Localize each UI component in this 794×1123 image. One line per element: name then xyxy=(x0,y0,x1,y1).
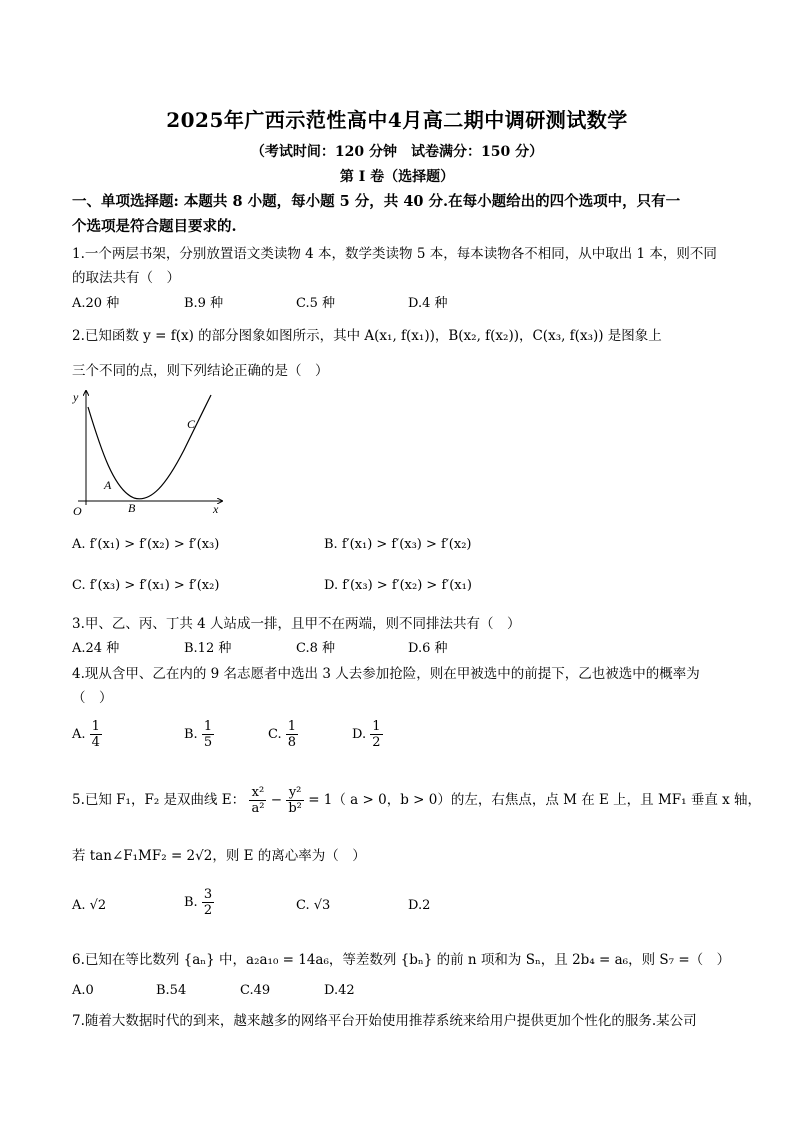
q5-frac-x: $\frac{\text{x²}}{\text{a²}}$ xyxy=(251,785,265,816)
q5-frac-y: $\frac{\text{y²}}{\text{b²}}$ xyxy=(288,785,302,816)
q6-option-b: B.54 xyxy=(156,983,187,998)
q1-option-c: C.5 种 xyxy=(296,296,336,311)
section-heading-line1: 一、单项选择题: 本题共 8 小题，每小题 5 分，共 40 分.在每小题给出的四个选项中，只有一 xyxy=(72,193,681,210)
q3-option-b: B.12 种 xyxy=(184,641,232,656)
q5-line1: 5.已知 F₁，F₂ 是双曲线 E： $\frac{\text{x²}}{\text{a²}}$ − $\frac{\text{y²}}{\text{b²}}$ = 1（ a > 0，b > 0）的左，右焦点，点 M 在 E 上，且 MF₁ 垂直 x 轴， xyxy=(72,785,762,816)
q4-option-a: A. $\frac{1}{4}$ xyxy=(72,719,100,750)
q6-option-c: C.49 xyxy=(240,983,271,998)
q1-option-d: D.4 种 xyxy=(408,296,448,311)
exam-info: （考试时间：120 分钟 试卷满分：150 分） xyxy=(250,144,544,160)
q4-line2: （ ） xyxy=(72,690,113,706)
q4-option-d: D. $\frac{1}{2}$ xyxy=(352,719,381,750)
q6-line1: 6.已知在等比数列 {aₙ} 中，a₂a₁₀ = 14a₆，等差数列 {bₙ} 的前 n 项和为 Sₙ，且 2b₄ = a₆，则 S₇ =（ ） xyxy=(72,952,731,968)
q2-option-b: B. f′(x₁) > f′(x₃) > f′(x₂) xyxy=(324,537,472,552)
q3-line1: 3.甲、乙、丙、丁共 4 人站成一排，且甲不在两端，则不同排法共有（ ） xyxy=(72,616,521,632)
q6-option-a: A.0 xyxy=(72,983,94,998)
q1-option-a: A.20 种 xyxy=(72,296,120,311)
volume-heading: 第 I 卷（选择题） xyxy=(339,169,455,185)
q3-option-d: D.6 种 xyxy=(408,641,448,656)
q1-line2: 的取法共有（ ） xyxy=(72,270,180,286)
q4-option-c: C. $\frac{1}{8}$ xyxy=(268,719,297,750)
q6-option-d: D.42 xyxy=(324,983,355,998)
point-c-label: C xyxy=(187,417,196,431)
q2-option-c: C. f′(x₃) > f′(x₁) > f′(x₂) xyxy=(72,578,220,593)
q5-option-d: D.2 xyxy=(408,898,431,913)
q1-option-b: B.9 种 xyxy=(184,296,224,311)
point-b-label: B xyxy=(128,501,136,515)
section-heading-line2: 个选项是符合题目要求的. xyxy=(72,218,237,235)
q3-option-c: C.8 种 xyxy=(296,641,336,656)
function-graph xyxy=(66,385,231,520)
q5-option-b: B. $\frac{3}{2}$ xyxy=(184,887,213,918)
q5-option-a: A. √2 xyxy=(72,898,107,913)
q2-line2: 三个不同的点，则下列结论正确的是（ ） xyxy=(72,363,329,379)
q4-option-b: B. $\frac{1}{5}$ xyxy=(184,719,213,750)
y-axis-label: y xyxy=(73,390,79,404)
q2-option-d: D. f′(x₃) > f′(x₂) > f′(x₁) xyxy=(324,578,472,593)
q2-line1: 2.已知函数 y = f(x) 的部分图象如图所示，其中 A(x₁, f(x₁))，B(x₂, f(x₂))，C(x₃, f(x₃)) 是图象上 xyxy=(72,328,662,344)
q2-option-a: A. f′(x₁) > f′(x₂) > f′(x₃) xyxy=(72,537,220,552)
origin-label: O xyxy=(73,504,82,518)
x-axis-label: x xyxy=(213,502,219,516)
q5-line2: 若 tan∠F₁MF₂ = 2√2，则 E 的离心率为（ ） xyxy=(72,848,366,864)
q1-line1: 1.一个两层书架，分别放置语文类读物 4 本，数学类读物 5 本，每本读物各不相同，从中取出 1 本，则不同 xyxy=(72,246,717,262)
page-title: 2025年广西示范性高中4月高二期中调研测试数学 xyxy=(166,108,628,132)
q7-line1: 7.随着大数据时代的到来，越来越多的网络平台开始使用推荐系统来给用户提供更加个性化的服务.某公司 xyxy=(72,1013,697,1029)
q3-option-a: A.24 种 xyxy=(72,641,120,656)
q4-line1: 4.现从含甲、乙在内的 9 名志愿者中选出 3 人去参加抢险，则在甲被选中的前提下，乙也被选中的概率为 xyxy=(72,666,700,682)
q5-option-c: C. √3 xyxy=(296,898,331,913)
point-a-label: A xyxy=(104,478,112,492)
